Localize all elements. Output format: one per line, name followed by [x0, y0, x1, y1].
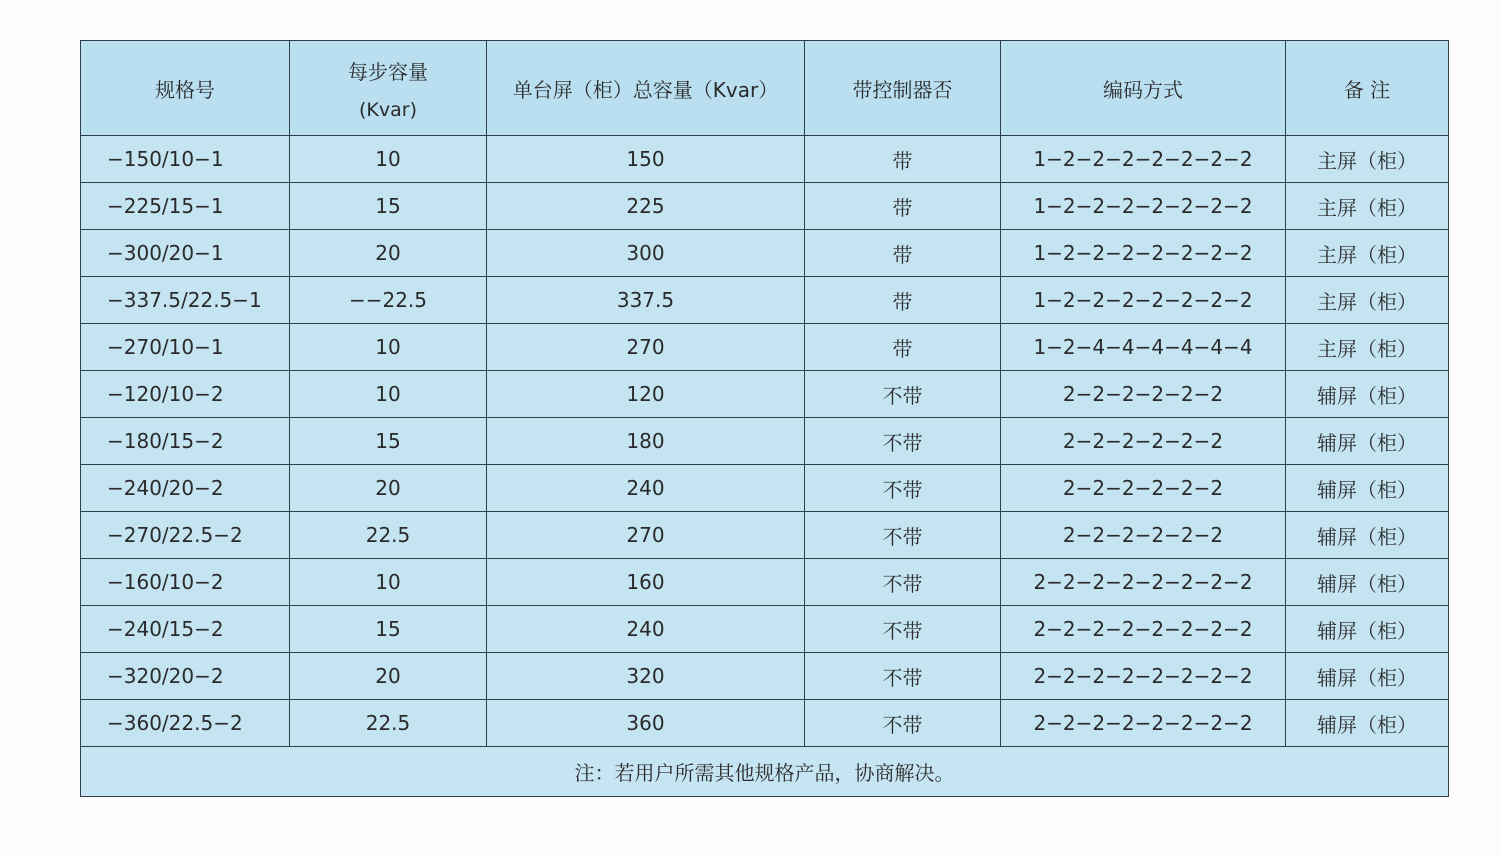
cell-coding: 1−2−2−2−2−2−2−2 [1001, 230, 1286, 277]
cell-remark: 主屏（柜） [1286, 230, 1449, 277]
header-remark-label: 备 注 [1343, 77, 1391, 102]
table-row [81, 559, 1449, 606]
cell-remark: 辅屏（柜） [1286, 606, 1449, 653]
cell-model: −270/22.5−2 [81, 512, 290, 559]
table-row [81, 277, 1449, 324]
cell-coding: 1−2−4−4−4−4−4−4 [1001, 324, 1286, 371]
cell-model: −180/15−2 [81, 418, 290, 465]
cell-controller: 带 [805, 277, 1001, 324]
cell-total-capacity: 160 [487, 559, 805, 606]
cell-remark: 辅屏（柜） [1286, 512, 1449, 559]
cell-coding: 1−2−2−2−2−2−2−2 [1001, 277, 1286, 324]
cell-coding: 2−2−2−2−2−2−2−2 [1001, 559, 1286, 606]
cell-total-capacity: 270 [487, 512, 805, 559]
cell-controller: 带 [805, 183, 1001, 230]
table-body [81, 136, 1449, 747]
cell-model: −360/22.5−2 [81, 700, 290, 747]
header-coding [1001, 41, 1286, 136]
cell-total-capacity: 320 [487, 653, 805, 700]
header-remark [1286, 41, 1449, 136]
cell-remark: 辅屏（柜） [1286, 418, 1449, 465]
table-row [81, 371, 1449, 418]
cell-step-capacity: 15 [290, 418, 487, 465]
cell-remark: 主屏（柜） [1286, 324, 1449, 371]
cell-model: −300/20−1 [81, 230, 290, 277]
cell-total-capacity: 270 [487, 324, 805, 371]
cell-coding: 2−2−2−2−2−2 [1001, 371, 1286, 418]
cell-remark: 主屏（柜） [1286, 183, 1449, 230]
cell-remark: 主屏（柜） [1286, 136, 1449, 183]
header-model [81, 41, 290, 136]
cell-model: −225/15−1 [81, 183, 290, 230]
cell-step-capacity: 15 [290, 183, 487, 230]
header-model-label: 规格号 [155, 77, 215, 102]
cell-total-capacity: 360 [487, 700, 805, 747]
cell-total-capacity: 240 [487, 606, 805, 653]
cell-coding: 1−2−2−2−2−2−2−2 [1001, 183, 1286, 230]
cell-model: −150/10−1 [81, 136, 290, 183]
header-step-capacity-unit: (Kvar) [359, 98, 417, 121]
cell-total-capacity: 150 [487, 136, 805, 183]
cell-controller: 不带 [805, 512, 1001, 559]
footnote-row [81, 747, 1449, 797]
cell-model: −120/10−2 [81, 371, 290, 418]
cell-coding: 2−2−2−2−2−2 [1001, 418, 1286, 465]
cell-step-capacity: 20 [290, 230, 487, 277]
table-row [81, 465, 1449, 512]
cell-total-capacity: 240 [487, 465, 805, 512]
cell-step-capacity: 22.5 [290, 512, 487, 559]
cell-step-capacity: 10 [290, 324, 487, 371]
cell-controller: 带 [805, 136, 1001, 183]
footnote: 注：若用户所需其他规格产品，协商解决。 [81, 747, 1449, 797]
cell-step-capacity: 20 [290, 465, 487, 512]
header-total-capacity-label: 单台屏（柜）总容量（Kvar） [512, 77, 779, 102]
cell-controller: 不带 [805, 418, 1001, 465]
cell-coding: 2−2−2−2−2−2 [1001, 465, 1286, 512]
cell-total-capacity: 120 [487, 371, 805, 418]
cell-step-capacity: 20 [290, 653, 487, 700]
table-row [81, 418, 1449, 465]
header-controller-label: 带控制器否 [852, 77, 953, 102]
cell-step-capacity: −−22.5 [290, 277, 487, 324]
table-row [81, 136, 1449, 183]
cell-total-capacity: 225 [487, 183, 805, 230]
cell-model: −270/10−1 [81, 324, 290, 371]
cell-coding: 2−2−2−2−2−2−2−2 [1001, 700, 1286, 747]
table-row [81, 230, 1449, 277]
table-row [81, 606, 1449, 653]
cell-controller: 不带 [805, 465, 1001, 512]
header-step-capacity [290, 41, 487, 136]
cell-remark: 辅屏（柜） [1286, 653, 1449, 700]
cell-controller: 不带 [805, 653, 1001, 700]
cell-remark: 辅屏（柜） [1286, 700, 1449, 747]
cell-step-capacity: 10 [290, 559, 487, 606]
cell-step-capacity: 10 [290, 371, 487, 418]
cell-coding: 2−2−2−2−2−2 [1001, 512, 1286, 559]
cell-model: −160/10−2 [81, 559, 290, 606]
cell-controller: 不带 [805, 559, 1001, 606]
header-coding-label: 编码方式 [1103, 77, 1183, 102]
header-step-capacity-label: 每步容量 [348, 59, 428, 84]
cell-step-capacity: 22.5 [290, 700, 487, 747]
table-row [81, 700, 1449, 747]
cell-controller: 不带 [805, 371, 1001, 418]
cell-controller: 不带 [805, 606, 1001, 653]
table-row [81, 183, 1449, 230]
spec-table [80, 40, 1449, 797]
cell-remark: 辅屏（柜） [1286, 559, 1449, 606]
table-row [81, 512, 1449, 559]
cell-coding: 2−2−2−2−2−2−2−2 [1001, 606, 1286, 653]
cell-model: −320/20−2 [81, 653, 290, 700]
header-controller [805, 41, 1001, 136]
cell-total-capacity: 337.5 [487, 277, 805, 324]
header-total-capacity [487, 41, 805, 136]
cell-total-capacity: 300 [487, 230, 805, 277]
cell-controller: 带 [805, 324, 1001, 371]
table-row [81, 653, 1449, 700]
cell-remark: 辅屏（柜） [1286, 371, 1449, 418]
table-row [81, 324, 1449, 371]
cell-step-capacity: 10 [290, 136, 487, 183]
cell-coding: 2−2−2−2−2−2−2−2 [1001, 653, 1286, 700]
cell-total-capacity: 180 [487, 418, 805, 465]
cell-model: −337.5/22.5−1 [81, 277, 290, 324]
cell-remark: 主屏（柜） [1286, 277, 1449, 324]
cell-controller: 带 [805, 230, 1001, 277]
cell-controller: 不带 [805, 700, 1001, 747]
cell-model: −240/20−2 [81, 465, 290, 512]
cell-model: −240/15−2 [81, 606, 290, 653]
cell-step-capacity: 15 [290, 606, 487, 653]
cell-remark: 辅屏（柜） [1286, 465, 1449, 512]
header-row [81, 41, 1449, 136]
cell-coding: 1−2−2−2−2−2−2−2 [1001, 136, 1286, 183]
